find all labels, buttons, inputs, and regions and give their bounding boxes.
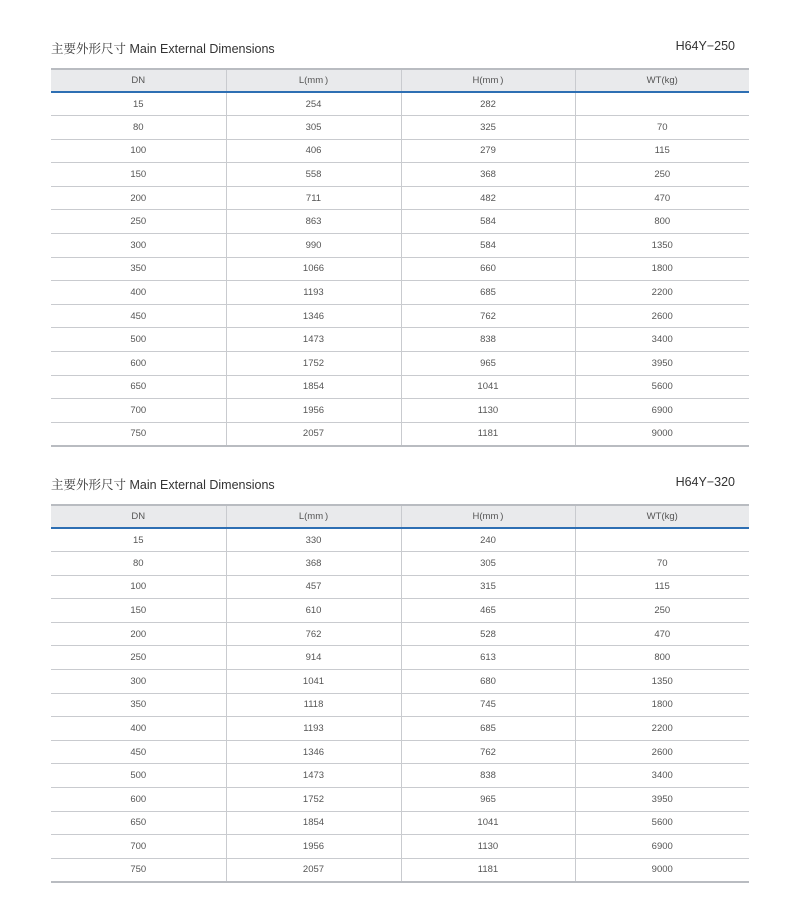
cell-length: 1473 [226, 328, 401, 352]
cell-weight: 5600 [575, 375, 749, 399]
cell-dn: 300 [51, 234, 226, 258]
cell-height: 282 [401, 92, 575, 116]
cell-dn: 600 [51, 788, 226, 812]
cell-height: 1181 [401, 858, 575, 882]
cell-weight: 9000 [575, 858, 749, 882]
cell-weight: 1350 [575, 670, 749, 694]
table-row [51, 92, 749, 116]
dimensions-table [51, 504, 749, 883]
cell-length: 2057 [226, 422, 401, 446]
cell-length: 610 [226, 599, 401, 623]
column-header-weight: WT(kg) [575, 69, 749, 92]
table-row [51, 811, 749, 835]
cell-height: 584 [401, 234, 575, 258]
model-number: H64Y−320 [675, 475, 735, 489]
cell-dn: 500 [51, 328, 226, 352]
table-row [51, 764, 749, 788]
cell-dn: 400 [51, 281, 226, 305]
cell-length: 762 [226, 622, 401, 646]
table-row [51, 352, 749, 376]
model-number: H64Y−250 [675, 39, 735, 53]
table-header-row [51, 69, 749, 92]
cell-dn: 450 [51, 740, 226, 764]
cell-length: 368 [226, 552, 401, 576]
cell-height: 1130 [401, 399, 575, 423]
cell-height: 279 [401, 139, 575, 163]
cell-height: 838 [401, 764, 575, 788]
cell-length: 406 [226, 139, 401, 163]
cell-height: 482 [401, 186, 575, 210]
cell-dn: 400 [51, 717, 226, 741]
cell-weight: 115 [575, 139, 749, 163]
cell-dn: 200 [51, 622, 226, 646]
cell-weight: 250 [575, 163, 749, 187]
cell-height: 528 [401, 622, 575, 646]
cell-dn: 250 [51, 210, 226, 234]
table-row [51, 186, 749, 210]
cell-height: 1181 [401, 422, 575, 446]
table-row [51, 375, 749, 399]
table-row [51, 575, 749, 599]
column-header-dn: DN [51, 69, 226, 92]
table-row [51, 399, 749, 423]
cell-dn: 500 [51, 764, 226, 788]
table-header-row [51, 505, 749, 528]
table-row [51, 328, 749, 352]
cell-height: 613 [401, 646, 575, 670]
cell-height: 584 [401, 210, 575, 234]
column-header-dn: DN [51, 505, 226, 528]
table-row [51, 646, 749, 670]
cell-height: 325 [401, 116, 575, 140]
cell-weight: 470 [575, 622, 749, 646]
cell-length: 1346 [226, 740, 401, 764]
cell-dn: 100 [51, 139, 226, 163]
cell-length: 305 [226, 116, 401, 140]
cell-height: 745 [401, 693, 575, 717]
cell-height: 465 [401, 599, 575, 623]
table-row [51, 552, 749, 576]
cell-height: 368 [401, 163, 575, 187]
column-header-length: L(mm ) [226, 505, 401, 528]
table-row [51, 622, 749, 646]
cell-length: 1193 [226, 281, 401, 305]
cell-weight: 3950 [575, 352, 749, 376]
cell-length: 330 [226, 528, 401, 552]
cell-length: 2057 [226, 858, 401, 882]
cell-length: 1346 [226, 304, 401, 328]
cell-length: 1956 [226, 835, 401, 859]
table-row [51, 740, 749, 764]
cell-length: 711 [226, 186, 401, 210]
section-title: 主要外形尺寸 Main External Dimensions [51, 42, 275, 56]
table-row [51, 599, 749, 623]
column-header-height: H(mm ) [401, 69, 575, 92]
cell-height: 1041 [401, 811, 575, 835]
table-row [51, 116, 749, 140]
cell-height: 680 [401, 670, 575, 694]
cell-dn: 80 [51, 552, 226, 576]
cell-dn: 750 [51, 422, 226, 446]
cell-dn: 700 [51, 399, 226, 423]
cell-length: 1956 [226, 399, 401, 423]
cell-height: 315 [401, 575, 575, 599]
cell-height: 762 [401, 304, 575, 328]
cell-weight: 1800 [575, 693, 749, 717]
cell-dn: 150 [51, 599, 226, 623]
cell-length: 1854 [226, 375, 401, 399]
table-row [51, 693, 749, 717]
cell-length: 1752 [226, 352, 401, 376]
cell-dn: 80 [51, 116, 226, 140]
cell-weight: 800 [575, 646, 749, 670]
cell-dn: 700 [51, 835, 226, 859]
cell-height: 1041 [401, 375, 575, 399]
cell-length: 1752 [226, 788, 401, 812]
cell-weight [575, 92, 749, 116]
column-header-length: L(mm ) [226, 69, 401, 92]
table-row [51, 210, 749, 234]
table-row [51, 163, 749, 187]
cell-dn: 15 [51, 528, 226, 552]
dimensions-section-h64y-250 [51, 38, 749, 447]
cell-height: 838 [401, 328, 575, 352]
column-header-weight: WT(kg) [575, 505, 749, 528]
section-header [51, 38, 749, 68]
cell-weight: 3950 [575, 788, 749, 812]
cell-weight: 1350 [575, 234, 749, 258]
cell-weight: 6900 [575, 835, 749, 859]
cell-weight: 250 [575, 599, 749, 623]
table-row [51, 139, 749, 163]
table-row [51, 281, 749, 305]
table-row [51, 858, 749, 882]
cell-length: 990 [226, 234, 401, 258]
table-row [51, 717, 749, 741]
cell-weight: 115 [575, 575, 749, 599]
cell-dn: 600 [51, 352, 226, 376]
cell-dn: 300 [51, 670, 226, 694]
cell-height: 685 [401, 717, 575, 741]
cell-weight: 2200 [575, 717, 749, 741]
cell-length: 1473 [226, 764, 401, 788]
cell-dn: 100 [51, 575, 226, 599]
cell-weight: 1800 [575, 257, 749, 281]
cell-weight: 70 [575, 552, 749, 576]
cell-weight: 6900 [575, 399, 749, 423]
table-row [51, 835, 749, 859]
cell-length: 1041 [226, 670, 401, 694]
column-header-height: H(mm ) [401, 505, 575, 528]
cell-length: 1118 [226, 693, 401, 717]
cell-weight [575, 528, 749, 552]
dimensions-table [51, 68, 749, 447]
cell-height: 305 [401, 552, 575, 576]
table-row [51, 788, 749, 812]
cell-weight: 3400 [575, 328, 749, 352]
cell-dn: 450 [51, 304, 226, 328]
table-row [51, 257, 749, 281]
cell-height: 240 [401, 528, 575, 552]
cell-length: 1193 [226, 717, 401, 741]
section-header [51, 474, 749, 504]
cell-weight: 470 [575, 186, 749, 210]
cell-dn: 350 [51, 693, 226, 717]
cell-weight: 5600 [575, 811, 749, 835]
cell-height: 762 [401, 740, 575, 764]
section-title: 主要外形尺寸 Main External Dimensions [51, 478, 275, 492]
cell-dn: 150 [51, 163, 226, 187]
cell-height: 685 [401, 281, 575, 305]
cell-height: 965 [401, 788, 575, 812]
cell-dn: 250 [51, 646, 226, 670]
cell-dn: 350 [51, 257, 226, 281]
cell-weight: 2200 [575, 281, 749, 305]
cell-weight: 2600 [575, 304, 749, 328]
table-row [51, 528, 749, 552]
cell-length: 914 [226, 646, 401, 670]
cell-weight: 2600 [575, 740, 749, 764]
cell-weight: 70 [575, 116, 749, 140]
cell-dn: 750 [51, 858, 226, 882]
table-row [51, 304, 749, 328]
dimensions-section-h64y-320 [51, 474, 749, 883]
cell-dn: 650 [51, 811, 226, 835]
cell-weight: 9000 [575, 422, 749, 446]
cell-length: 254 [226, 92, 401, 116]
cell-dn: 200 [51, 186, 226, 210]
cell-height: 1130 [401, 835, 575, 859]
table-row [51, 234, 749, 258]
cell-dn: 15 [51, 92, 226, 116]
cell-height: 660 [401, 257, 575, 281]
cell-weight: 3400 [575, 764, 749, 788]
cell-length: 558 [226, 163, 401, 187]
table-row [51, 422, 749, 446]
cell-length: 457 [226, 575, 401, 599]
cell-weight: 800 [575, 210, 749, 234]
cell-dn: 650 [51, 375, 226, 399]
cell-height: 965 [401, 352, 575, 376]
cell-length: 1066 [226, 257, 401, 281]
cell-length: 863 [226, 210, 401, 234]
cell-length: 1854 [226, 811, 401, 835]
table-row [51, 670, 749, 694]
